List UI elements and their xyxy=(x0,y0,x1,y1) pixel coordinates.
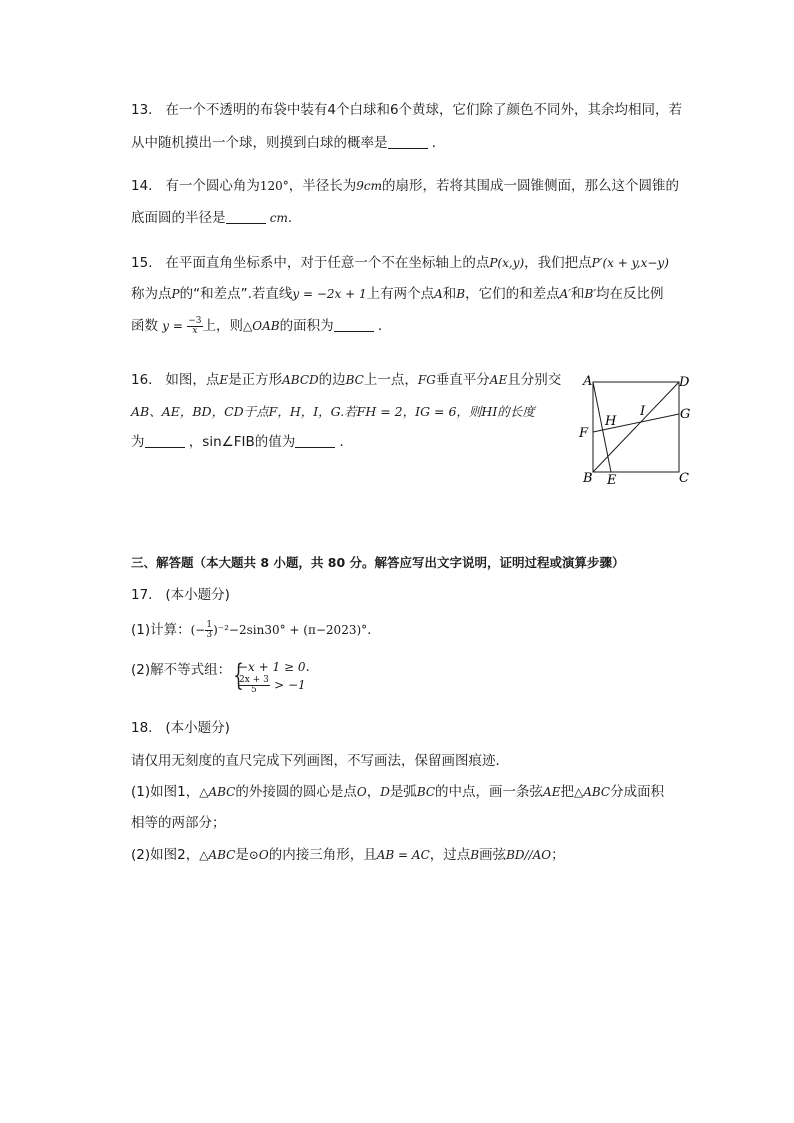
q18-p2-e: 的内接三角形，且 xyxy=(268,847,377,863)
q16-text-b: 是正方形 xyxy=(228,372,283,388)
q17-p2-ineq2-line xyxy=(238,675,306,695)
q15-text-l2d: ，它们的和差点 xyxy=(465,286,560,302)
q13-number: 13. xyxy=(131,102,153,118)
q18-p2-c: 是 xyxy=(235,847,249,863)
q18-p2-i: 画弦 xyxy=(479,847,507,863)
q15-point-pprime: P′(x + y,x−y) xyxy=(591,256,669,270)
q14-line1 xyxy=(131,176,679,196)
q18-score: (本小题分) xyxy=(165,720,230,736)
q15-triangle: △OAB xyxy=(243,319,280,333)
q16-line1 xyxy=(131,370,561,390)
label-d: D xyxy=(679,375,690,390)
q15-B: B xyxy=(456,287,466,301)
q17-p2-ineq1: −x + 1 ≥ 0 xyxy=(238,660,306,674)
q14-text-2: 底面圆的半径是 xyxy=(131,210,226,226)
q15-end: ． xyxy=(377,318,392,334)
q15-line2 xyxy=(131,284,664,304)
q15-line3 xyxy=(131,316,391,336)
q16-text-l3a: 为 xyxy=(131,434,145,450)
q18-p1-AE: AE xyxy=(543,785,561,799)
q18-part1-line1 xyxy=(131,782,664,802)
q18-p1-triangle-2: △ABC xyxy=(573,785,611,799)
q16-answer-blank-1[interactable] xyxy=(145,433,185,448)
q16-AE: AE xyxy=(489,373,508,387)
q17-p1-expression: )⁻²−2sin30° + (π−2023)° xyxy=(213,623,368,637)
q15-point-p: P(x,y) xyxy=(489,256,525,270)
q17-p2-ineq1-line xyxy=(238,657,310,677)
label-g: G xyxy=(680,407,691,422)
q16-answer-blank-2[interactable] xyxy=(295,433,335,448)
q17-p2-ineq2: > −1 xyxy=(274,678,306,692)
label-c: C xyxy=(679,471,689,486)
q14-end: . xyxy=(287,210,293,226)
q15-text-l3c: 的面积为 xyxy=(279,318,334,334)
q15-frac-den: x xyxy=(192,325,198,336)
q15-Aprime: A′ xyxy=(559,287,571,301)
q16-text-f: 且分别交 xyxy=(507,372,562,388)
q16-FG: FG xyxy=(417,373,436,387)
q18-p2-B: B xyxy=(470,848,480,862)
q18-p1-BC: BC xyxy=(416,785,436,799)
q15-number: 15. xyxy=(131,255,153,271)
q15-fraction xyxy=(187,317,202,336)
q16-E: E xyxy=(219,373,229,387)
q18-p2-triangle: △ABC xyxy=(199,848,236,862)
q18-p2-bd-ao: BD//AO xyxy=(506,848,552,862)
q17-score: (本小题分) xyxy=(165,587,230,603)
q18-p1-e: 是弧 xyxy=(389,784,417,800)
q18-p1-d: ， xyxy=(366,784,381,800)
q17-p1-open: (− xyxy=(190,623,206,637)
q15-text-b: ，我们把点 xyxy=(524,255,592,271)
q18-p1-c: 的外接圆的圆心是点 xyxy=(235,784,357,800)
q17-p1-label: (1)计算： xyxy=(131,622,191,638)
q14-text-c: 的扇形，若将其围成一圆锥侧面，那么这个圆锥的 xyxy=(382,178,679,194)
label-h: H xyxy=(605,414,617,429)
q18-p1-O: O xyxy=(356,785,367,799)
q18-number: 18. xyxy=(131,720,153,736)
q18-part2 xyxy=(131,845,565,865)
q18-p2-circle-o: ⊙O xyxy=(248,848,269,862)
q15-and2: 和 xyxy=(571,286,585,302)
q17-p2-brace: { xyxy=(233,658,244,693)
q15-text-l2a: 称为点 xyxy=(131,286,172,302)
q17-header xyxy=(131,585,230,605)
q18-p1-a: (1)如图1， xyxy=(131,784,200,800)
q14-line2 xyxy=(131,208,292,228)
q14-radius: 9cm xyxy=(356,179,382,193)
q13-line1 xyxy=(131,100,682,120)
q15-answer-blank[interactable] xyxy=(334,317,374,332)
q16-number: 16. xyxy=(131,372,153,388)
q13-end: ． xyxy=(431,135,446,151)
q14-text-a: 有一个圆心角为 xyxy=(165,178,260,194)
q15-text-l3b: 上，则 xyxy=(202,318,244,334)
q17-part1 xyxy=(131,620,371,640)
q18-p1-f: 的中点，画一条弦 xyxy=(435,784,544,800)
q17-part2-label-line xyxy=(131,660,231,680)
q15-text-l2e: 均在反比例 xyxy=(596,286,664,302)
q13-line2 xyxy=(131,133,445,153)
q17-p1-fraction xyxy=(205,621,213,640)
q15-line1 xyxy=(131,253,669,273)
label-e: E xyxy=(607,473,617,488)
q17-p2-fraction xyxy=(238,676,270,695)
q16-ABCD: ABCD xyxy=(282,373,319,387)
q15-text-l2c: 上有两个点 xyxy=(366,286,435,302)
q17-number: 17. xyxy=(131,587,153,603)
q14-unit: cm xyxy=(269,211,288,225)
q17-p1-end: . xyxy=(367,622,372,638)
q13-text-1: 在一个不透明的布袋中装有4个白球和6个黄球，它们除了颜色不同外，其余均相同，若 xyxy=(165,102,683,118)
q17-p1-frac-num: 1 xyxy=(206,619,213,630)
q13-answer-blank[interactable] xyxy=(388,134,428,149)
q14-answer-blank[interactable] xyxy=(226,209,266,224)
q15-Bprime: B′ xyxy=(584,287,597,301)
q18-p2-a: (2)如图2， xyxy=(131,847,200,863)
label-a: A xyxy=(583,374,593,389)
q18-p1-D: D xyxy=(380,785,390,799)
q15-text-a: 在平面直角坐标系中，对于任意一个不在坐标轴上的点 xyxy=(165,255,490,271)
label-i: I xyxy=(640,404,646,419)
q18-p1-g: 把 xyxy=(560,784,574,800)
q16-text-2: AB、AE，BD，CD于点F，H，I，G.若FH = 2，IG = 6，则HI的长度 xyxy=(131,404,535,419)
q18-p2-g: ，过点 xyxy=(429,847,471,863)
q17-p2-end: . xyxy=(305,659,310,675)
q15-line-eq: y = −2x + 1 xyxy=(292,287,367,301)
q18-intro: 请仅用无刻度的直尺完成下列画图，不写画法，保留画图痕迹． xyxy=(131,753,509,769)
q16-text-a: 如图，点 xyxy=(165,372,220,388)
q15-frac-num: −3 xyxy=(188,315,202,326)
q15-p: P xyxy=(171,287,180,301)
q15-text-l2b: 的“和差点”.若直线 xyxy=(179,286,293,302)
q16-text-e: 垂直平分 xyxy=(435,372,490,388)
q14-number: 14. xyxy=(131,178,153,194)
q18-p1-i: 分成面积 xyxy=(610,784,665,800)
q15-A: A xyxy=(434,287,443,301)
q16-line3 xyxy=(131,432,353,452)
q14-angle: 120° xyxy=(259,179,289,193)
q18-header xyxy=(131,718,230,738)
q17-p2-frac-num: 2x + 3 xyxy=(239,674,269,685)
q14-text-b: ，半径长为 xyxy=(288,178,357,194)
q18-part1-line2: 相等的两部分； xyxy=(131,815,226,831)
q17-p2-frac-den: 5 xyxy=(251,684,257,695)
q18-p2-ab-ac: AB = AC xyxy=(376,848,430,862)
q16-text-d: 上一点， xyxy=(363,372,418,388)
q18-p2-k: ； xyxy=(551,847,565,863)
label-f: F xyxy=(579,426,589,441)
q15-y-eq: y = xyxy=(162,319,183,333)
q16-text-c: 的边 xyxy=(318,372,346,388)
q15-text-l3a: 函数 xyxy=(131,318,158,334)
q16-line2 xyxy=(131,402,535,422)
q15-and: 和 xyxy=(442,286,457,302)
q17-p1-frac-den: 3 xyxy=(206,629,213,640)
q17-p2-label: (2)解不等式组： xyxy=(131,662,232,678)
q16-text-l3b: ，sin∠FIB的值为 xyxy=(188,434,296,450)
q18-p1-triangle: △ABC xyxy=(199,785,236,799)
q16-figure xyxy=(575,370,695,490)
q13-text-2: 从中随机摸出一个球，则摸到白球的概率是 xyxy=(131,135,388,151)
q16-BC: BC xyxy=(345,373,364,387)
section-3-header: 三、解答题（本大题共 8 小题，共 80 分。解答应写出文字说明，证明过程或演算步骤） xyxy=(131,555,625,570)
q16-end: ． xyxy=(339,434,354,450)
label-b: B xyxy=(583,471,593,486)
